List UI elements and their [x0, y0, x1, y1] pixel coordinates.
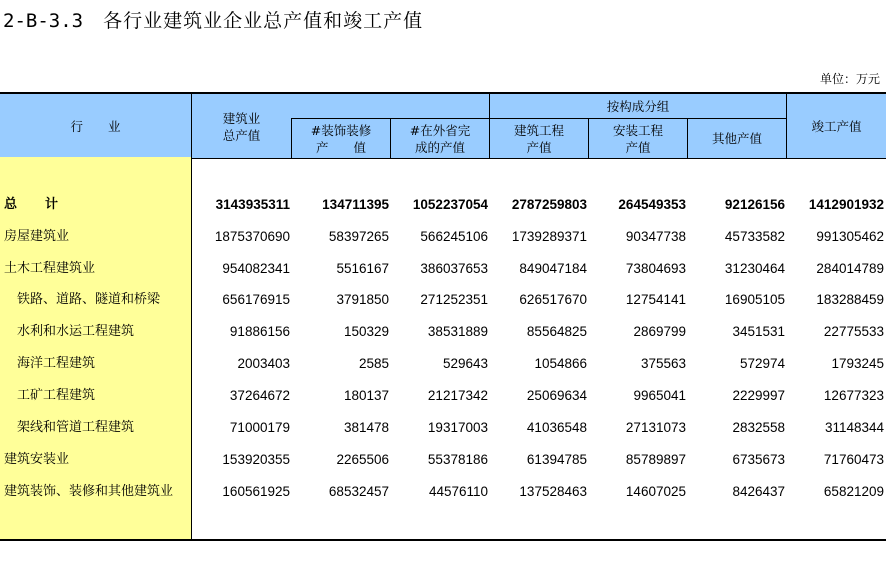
table-code: 2-B-3.3	[3, 10, 84, 32]
table-row	[0, 477, 886, 507]
table-cell: 2265506	[336, 452, 389, 467]
table-cell: 1875370690	[214, 229, 290, 244]
table-cell: 150329	[343, 324, 389, 339]
table-cell: 386037653	[420, 261, 488, 276]
table-cell: 264549353	[618, 197, 686, 212]
table-row	[0, 222, 886, 252]
header-completed-output: 竣工产值	[811, 119, 862, 134]
table-cell: 92126156	[724, 197, 785, 212]
table-cell: 90347738	[625, 229, 686, 244]
table-row	[0, 413, 886, 443]
table-cell: 1412901932	[808, 197, 884, 212]
row-label: 工矿工程建筑	[17, 388, 96, 403]
table-cell: 2229997	[732, 388, 785, 403]
row-label: 架线和管道工程建筑	[17, 420, 135, 435]
table-cell: 68532457	[328, 484, 389, 499]
table-cell: 271252351	[420, 292, 488, 307]
table-cell: 31230464	[724, 261, 785, 276]
header-installation-work: 安装工程 产值	[612, 122, 663, 155]
table-cell: 2585	[358, 356, 389, 371]
table-cell: 14607025	[625, 484, 686, 499]
table-cell: 16905105	[724, 292, 785, 307]
table-cell: 183288459	[816, 292, 884, 307]
row-label: 铁路、道路、隧道和桥梁	[17, 292, 161, 307]
table-cell: 1052237054	[412, 197, 488, 212]
table-cell: 22775533	[823, 324, 884, 339]
table-name: 各行业建筑业企业总产值和竣工产值	[103, 10, 424, 32]
table-cell: 572974	[739, 356, 785, 371]
table-cell: 37264672	[229, 388, 290, 403]
table-cell: 71760473	[823, 452, 884, 467]
row-label: 房屋建筑业	[4, 229, 70, 244]
table-cell: 21217342	[427, 388, 488, 403]
header-outside-province: #在外省完 成的产值	[409, 122, 471, 155]
table-bottom-border	[0, 539, 886, 541]
header-other-output: 其他产值	[711, 131, 762, 146]
header-total-output: 建筑业 总产值	[222, 110, 261, 143]
table-cell: 3791850	[336, 292, 389, 307]
row-label: 总计	[4, 197, 87, 212]
table-cell: 45733582	[724, 229, 785, 244]
table-cell: 71000179	[229, 420, 290, 435]
table-cell: 91886156	[229, 324, 290, 339]
table-cell: 58397265	[328, 229, 389, 244]
table-cell: 626517670	[519, 292, 587, 307]
table-cell: 656176915	[222, 292, 290, 307]
header-decoration: #装饰装修 产 值	[310, 122, 372, 155]
table-header	[0, 92, 886, 159]
table-row-total	[0, 190, 886, 220]
table-cell: 134711395	[322, 197, 389, 212]
table-row	[0, 381, 886, 411]
table-cell: 9965041	[633, 388, 686, 403]
table-cell: 381478	[343, 420, 389, 435]
table-cell: 2003403	[237, 356, 290, 371]
table-row	[0, 317, 886, 347]
page-title	[3, 6, 423, 33]
table-cell: 954082341	[222, 261, 290, 276]
table-cell: 44576110	[428, 484, 488, 499]
table-cell: 160561925	[222, 484, 290, 499]
table-cell: 1793245	[831, 356, 884, 371]
header-industry: 行 业	[70, 119, 121, 134]
table-cell: 8426437	[732, 484, 785, 499]
table-cell: 566245106	[420, 229, 488, 244]
unit-label: 单位：万元	[819, 72, 880, 86]
table-cell: 1054866	[534, 356, 587, 371]
table-cell: 375563	[640, 356, 686, 371]
table-cell: 25069634	[526, 388, 587, 403]
table-cell: 284014789	[816, 261, 884, 276]
header-by-composition: 按构成分组	[606, 98, 670, 114]
table-cell: 6735673	[732, 452, 785, 467]
row-label: 水利和水运工程建筑	[17, 324, 135, 339]
table-cell: 3143935311	[215, 197, 290, 212]
header-construction-work: 建筑工程 产值	[513, 122, 564, 155]
row-label: 建筑装饰、装修和其他建筑业	[4, 484, 174, 499]
table-row	[0, 349, 886, 379]
table-cell: 5516167	[336, 261, 389, 276]
row-label: 土木工程建筑业	[4, 261, 96, 276]
table-cell: 1739289371	[511, 229, 587, 244]
table-cell: 41036548	[526, 420, 587, 435]
table-cell: 55378186	[427, 452, 488, 467]
table-cell: 65821209	[823, 484, 884, 499]
table-cell: 31148344	[824, 420, 884, 435]
table-cell: 991305462	[816, 229, 884, 244]
table-cell: 85789897	[625, 452, 686, 467]
table-cell: 849047184	[519, 261, 587, 276]
row-label: 海洋工程建筑	[17, 356, 96, 371]
table-row	[0, 285, 886, 315]
table-cell: 2832558	[732, 420, 785, 435]
table-body	[0, 157, 886, 539]
table-cell: 12754141	[625, 292, 686, 307]
table-cell: 27131073	[625, 420, 686, 435]
table-cell: 38531889	[427, 324, 488, 339]
table-row	[0, 254, 886, 284]
table-cell: 19317003	[427, 420, 488, 435]
table-cell: 137528463	[519, 484, 587, 499]
table-cell: 85564825	[526, 324, 587, 339]
table-cell: 529643	[442, 356, 488, 371]
row-label: 建筑安装业	[4, 452, 70, 467]
table-cell: 153920355	[222, 452, 290, 467]
table-cell: 12677323	[823, 388, 884, 403]
table-row	[0, 445, 886, 475]
table-cell: 3451531	[732, 324, 785, 339]
table-cell: 61394785	[526, 452, 587, 467]
table-cell: 2787259803	[511, 197, 587, 212]
table-cell: 2869799	[633, 324, 686, 339]
table-cell: 180137	[343, 388, 389, 403]
table-cell: 73804693	[625, 261, 686, 276]
